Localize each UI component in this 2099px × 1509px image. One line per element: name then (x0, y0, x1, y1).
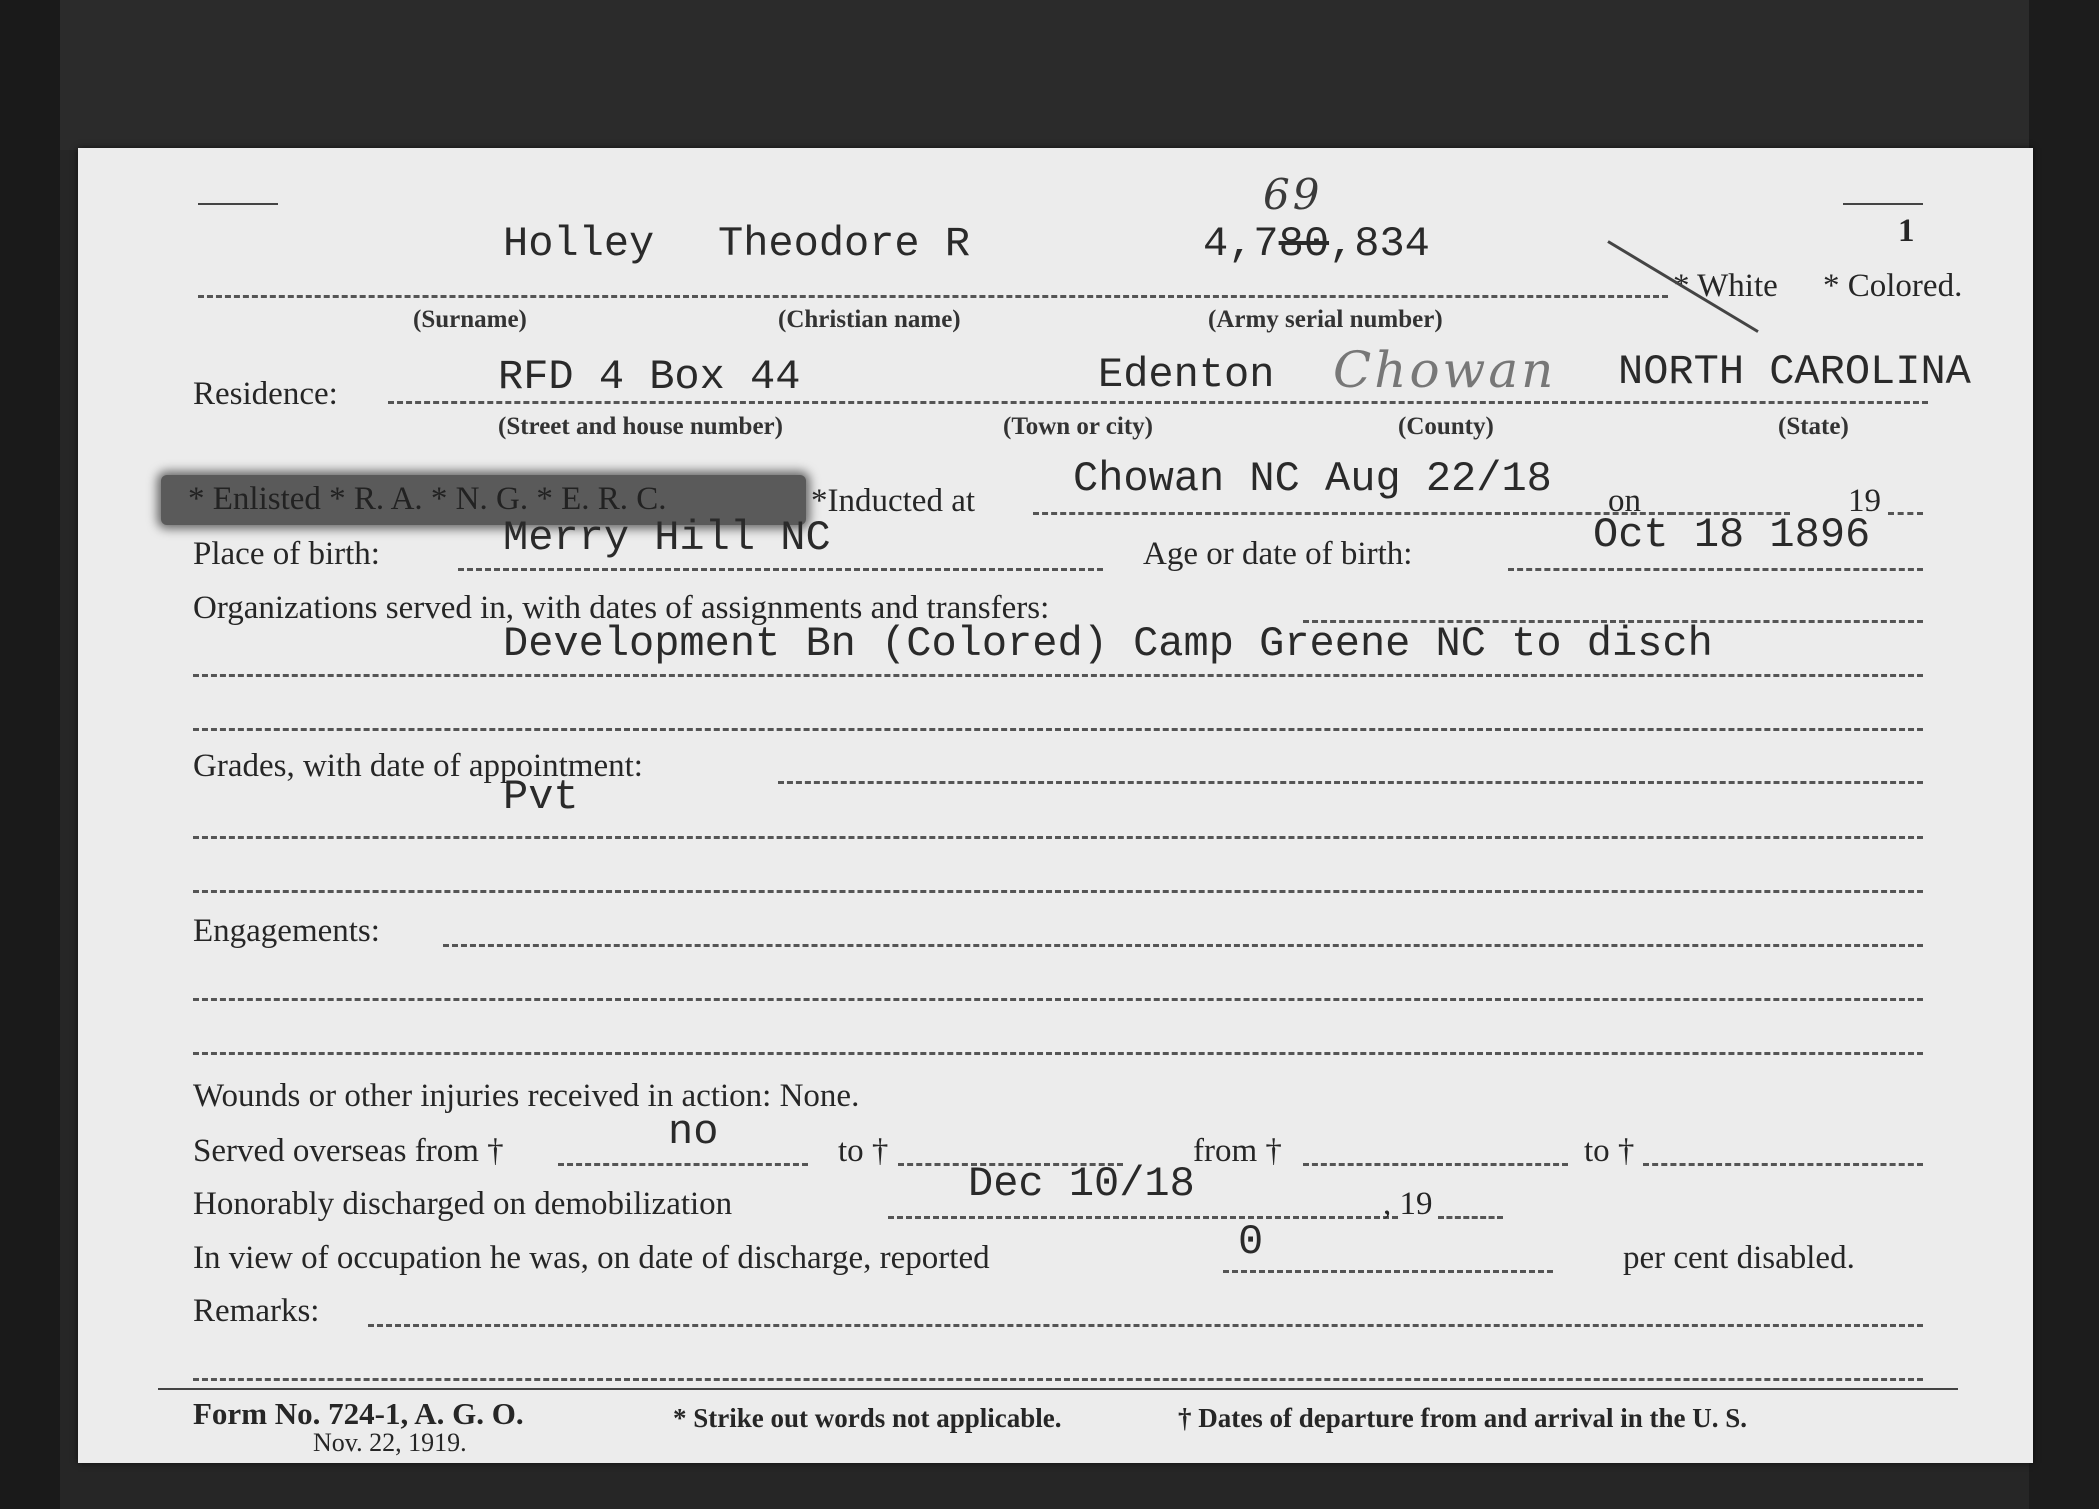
top-left-rule (198, 203, 278, 205)
birthplace-line (458, 568, 1103, 571)
overseas-from-line (558, 1163, 808, 1166)
footnote-dagger: † Dates of departure from and arrival in the U. S. (1178, 1403, 1747, 1433)
residence-line (388, 401, 1928, 404)
inducted-entry: Chowan NC Aug 22/18 (1073, 455, 1552, 503)
footer-rule (158, 1388, 1958, 1390)
discharged-label: Honorably discharged on demobilization (193, 1186, 733, 1222)
overseas-label: Served overseas from † (193, 1133, 504, 1169)
county-caption: (County) (1398, 413, 1494, 440)
residence-label: Residence: (193, 376, 338, 412)
discharged-year-line (1438, 1216, 1503, 1219)
race-colored-label: * Colored. (1823, 268, 1963, 304)
footnote-star: * Strike out words not applicable. (673, 1403, 1062, 1433)
race-white-label: * White (1673, 268, 1778, 304)
discharge-entry: Dec 10/18 (968, 1160, 1195, 1208)
year-line (1888, 512, 1923, 515)
remarks-line-2 (193, 1378, 1923, 1381)
service-record-card (78, 148, 2033, 1463)
serial-correction: 69 (1263, 170, 1323, 219)
discharged-line (888, 1216, 1398, 1219)
disability-line (1223, 1270, 1553, 1273)
engagements-line-1 (443, 944, 1923, 947)
enlisted-label: * Enlisted * R. A. * N. G. * E. R. C. (188, 481, 667, 517)
overseas-entry: no (668, 1108, 719, 1156)
remarks-line-1 (368, 1324, 1923, 1327)
town-caption: (Town or city) (1003, 413, 1153, 440)
organizations-line-3 (193, 728, 1923, 731)
serial-caption: (Army serial number) (1208, 306, 1443, 333)
inducted-line (1033, 512, 1673, 515)
county-entry: Chowan (1333, 341, 1557, 399)
street-entry: RFD 4 Box 44 (498, 353, 801, 401)
name-line (198, 295, 1668, 298)
grades-line-3 (193, 890, 1923, 893)
card-number: 1 (1898, 213, 1915, 249)
form-number: Form No. 724-1, A. G. O. (193, 1396, 524, 1431)
form-date: Nov. 22, 1919. (313, 1428, 467, 1457)
remarks-label: Remarks: (193, 1293, 320, 1329)
engagements-label: Engagements: (193, 913, 380, 949)
age-line (1508, 568, 1923, 571)
grades-line-2 (193, 836, 1923, 839)
surname-caption: (Surname) (413, 306, 527, 333)
to-label-2: to † (1584, 1133, 1635, 1169)
inducted-label: *Inducted at (811, 483, 976, 519)
age-label: Age or date of birth: (1143, 536, 1413, 572)
on-label: on (1608, 483, 1641, 519)
overseas-from-line-2 (1303, 1163, 1568, 1166)
grades-label: Grades, with date of appointment: (193, 748, 643, 784)
serial-number-entry: 4,780,834 (1203, 220, 1430, 268)
organizations-label: Organizations served in, with dates of assignments and transfers: (193, 590, 1050, 626)
overseas-to-line-2 (1643, 1163, 1923, 1166)
christian-name-caption: (Christian name) (778, 306, 961, 333)
disabled-label: per cent disabled. (1623, 1240, 1855, 1276)
birthdate-entry: Oct 18 1896 (1593, 511, 1871, 559)
occupation-label: In view of occupation he was, on date of discharge, reported (193, 1240, 990, 1276)
grades-line-1 (778, 781, 1923, 784)
engagements-line-3 (193, 1052, 1923, 1055)
to-label: to † (838, 1133, 889, 1169)
organization-entry: Development Bn (Colored) Camp Greene NC to disch (503, 620, 1713, 668)
grade-entry: Pvt (503, 773, 579, 821)
surname-entry: Holley (503, 220, 655, 268)
disability-entry: 0 (1238, 1218, 1264, 1266)
organizations-line-2 (193, 674, 1923, 677)
state-caption: (State) (1778, 413, 1849, 440)
wounds-label: Wounds or other injuries received in action: None. (193, 1078, 860, 1114)
christian-name-entry: Theodore R (718, 220, 971, 268)
discharged-year-prefix: , 19 (1383, 1186, 1433, 1222)
year-prefix: 19 (1848, 483, 1881, 519)
state-entry: NORTH CAROLINA (1618, 348, 1971, 396)
background-top (0, 0, 2099, 150)
engagements-line-2 (193, 998, 1923, 1001)
background-right (2029, 0, 2099, 1509)
town-entry: Edenton (1098, 351, 1275, 399)
birthplace-label: Place of birth: (193, 536, 380, 572)
background-left (0, 0, 60, 1509)
birthplace-entry: Merry Hill NC (503, 514, 831, 562)
top-right-rule (1843, 203, 1923, 205)
from-label: from † (1193, 1133, 1282, 1169)
street-caption: (Street and house number) (498, 413, 783, 440)
